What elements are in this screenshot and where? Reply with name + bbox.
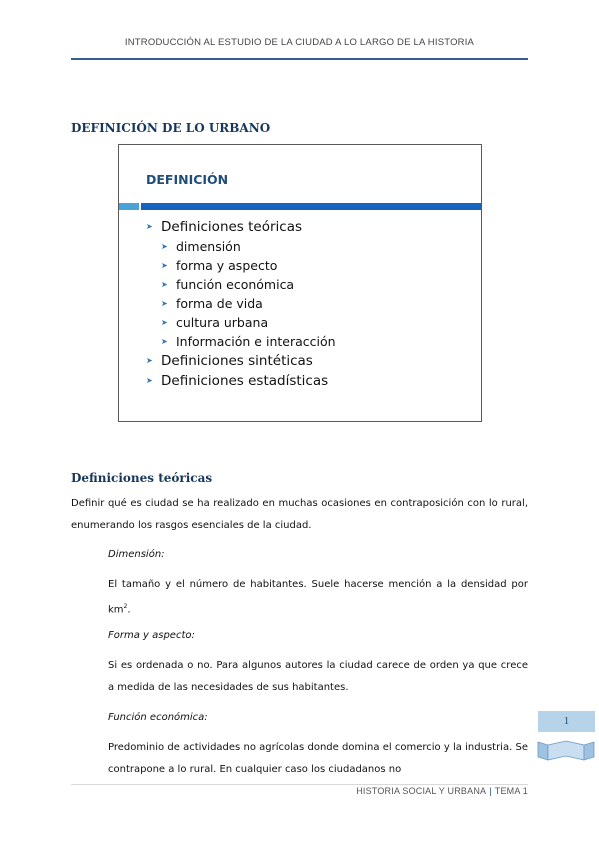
slide-item-text: Definiciones sintéticas xyxy=(161,353,313,369)
footer xyxy=(356,786,528,796)
slide-bullet-item xyxy=(146,371,336,391)
arrow-bullet-icon: ➤ xyxy=(161,337,168,346)
page-number: 1 xyxy=(538,711,595,732)
slide-subbullet-item xyxy=(146,256,336,275)
dimension-end: . xyxy=(127,604,131,616)
slide-item-text: forma y aspecto xyxy=(176,258,278,273)
slide-accent-bar xyxy=(119,203,139,210)
slide-bullet-list xyxy=(146,217,336,391)
forma-paragraph: Si es ordenada o no. Para algunos autores la ciudad carece de orden ya que crece a medida de las necesidades de sus habitantes. xyxy=(108,660,528,693)
dimension-paragraph xyxy=(108,574,528,621)
arrow-bullet-icon: ➤ xyxy=(146,376,153,385)
header-rule xyxy=(71,58,528,60)
slide-subbullet-item xyxy=(146,294,336,313)
section-title: DEFINICIÓN DE LO URBANO xyxy=(71,121,271,135)
slide-title: DEFINICIÓN xyxy=(146,172,229,187)
slide-bullet-item xyxy=(146,351,336,371)
arrow-bullet-icon: ➤ xyxy=(146,222,153,231)
ribbon-icon xyxy=(536,738,596,764)
arrow-bullet-icon: ➤ xyxy=(161,318,168,327)
footer-unit: TEMA 1 xyxy=(494,786,528,796)
slide-item-text: Definiciones teóricas xyxy=(161,219,303,235)
slide-item-text: cultura urbana xyxy=(176,315,269,330)
dimension-label: Dimensión: xyxy=(108,549,165,560)
arrow-bullet-icon: ➤ xyxy=(161,261,168,270)
arrow-bullet-icon: ➤ xyxy=(161,299,168,308)
running-header: INTRODUCCIÓN AL ESTUDIO DE LA CIUDAD A LO LARGO DE LA HISTORIA xyxy=(124,37,475,48)
arrow-bullet-icon: ➤ xyxy=(161,280,168,289)
slide-title-bar xyxy=(141,203,482,210)
subheading: Definiciones teóricas xyxy=(71,471,213,485)
forma-label: Forma y aspecto: xyxy=(108,630,195,641)
slide-item-text: forma de vida xyxy=(176,296,263,311)
slide-subbullet-item xyxy=(146,332,336,351)
slide-item-text: Definiciones estadísticas xyxy=(161,373,329,389)
slide-subbullet-item xyxy=(146,313,336,332)
slide-item-text: función económica xyxy=(176,277,295,292)
dimension-text: El tamaño y el número de habitantes. Suele hacerse mención a la densidad por km xyxy=(108,579,528,616)
slide-subbullet-item xyxy=(146,275,336,294)
footer-course: HISTORIA SOCIAL Y URBANA xyxy=(356,786,487,796)
slide-item-text: dimensión xyxy=(176,239,241,254)
arrow-bullet-icon: ➤ xyxy=(161,242,168,251)
arrow-bullet-icon: ➤ xyxy=(146,356,153,365)
slide-bullet-item xyxy=(146,217,336,237)
slide-subbullet-item xyxy=(146,237,336,256)
footer-separator: | xyxy=(489,786,492,796)
slide-figure xyxy=(118,144,482,422)
footer-rule xyxy=(71,784,528,785)
funcion-label: Función económica: xyxy=(108,712,208,723)
slide-item-text: Información e interacción xyxy=(176,334,336,349)
dimension-superscript: 2 xyxy=(123,603,128,610)
intro-paragraph: Definir qué es ciudad se ha realizado en muchas ocasiones en contraposición con lo rural, enumerando los rasgos esenciales de la ciudad. xyxy=(71,498,528,531)
funcion-paragraph: Predominio de actividades no agrícolas donde domina el comercio y la industria. Se contrapone a lo rural. En cualquier caso los ciudadanos no xyxy=(108,742,528,775)
